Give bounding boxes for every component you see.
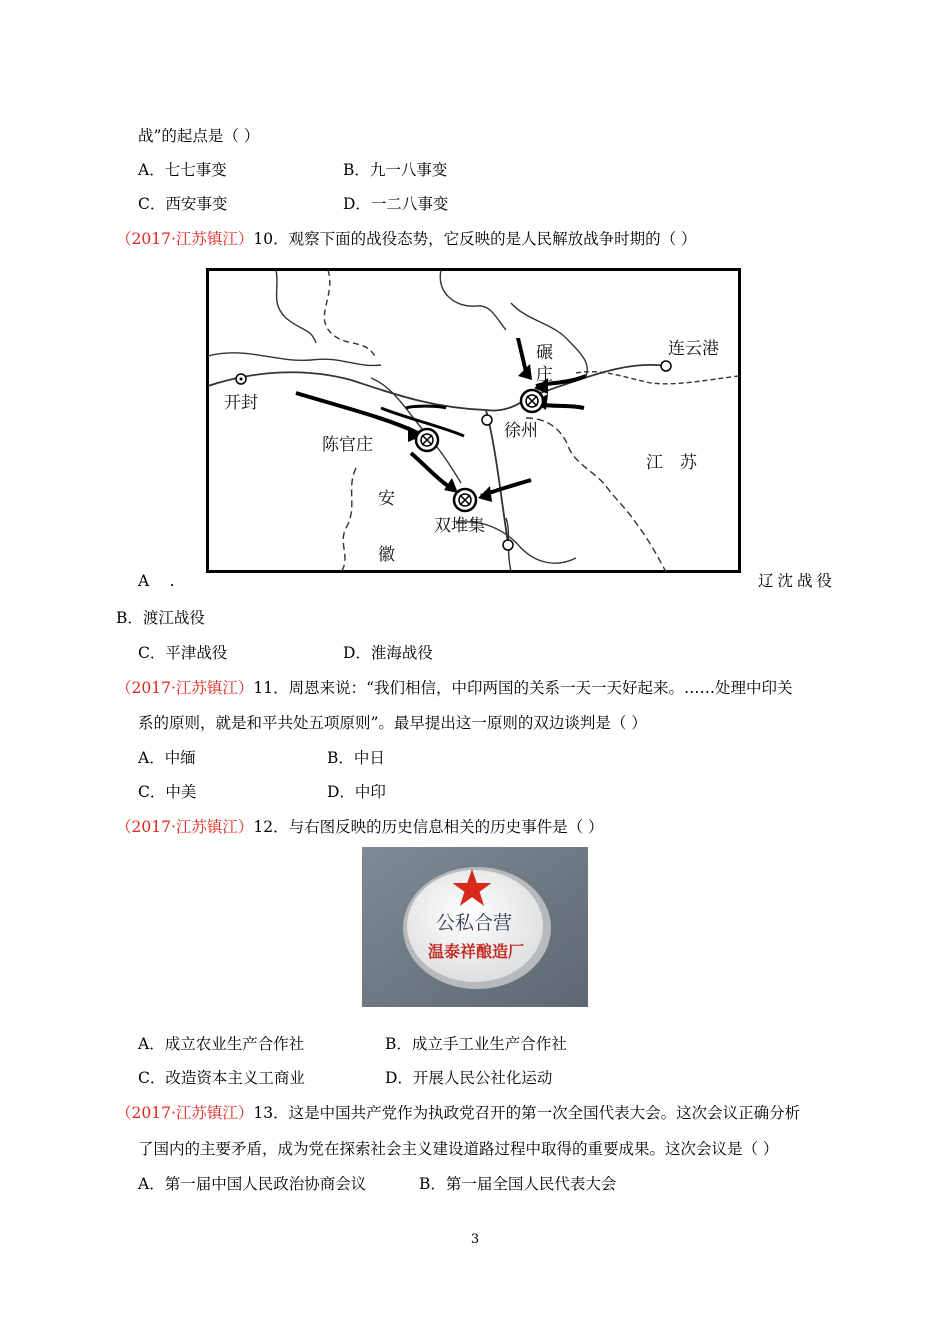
q10-option-c[interactable]: C．平津战役 [138, 644, 228, 662]
q9-option-c[interactable]: C．西安事变 [138, 195, 228, 213]
encirclement-nianzhuang-icon [521, 390, 543, 412]
q12-option-b[interactable]: B．成立手工业生产合作社 [385, 1035, 567, 1053]
q11-text-line2: 系的原则，就是和平共处五项原则”。最早提出这一原则的双边谈判是（ ） [138, 714, 647, 732]
xuzhou-city-icon [482, 415, 492, 425]
q12-option-a[interactable]: A．成立农业生产合作社 [138, 1035, 305, 1053]
label-an: 安 [378, 489, 395, 509]
label-lianyungang: 连云港 [668, 339, 719, 359]
page-number: 3 [470, 1232, 480, 1247]
q11-text-line1: 11．周恩来说：“我们相信，中印两国的关系一天一天好起来。……处理中印关 [253, 679, 793, 697]
joint-venture-badge-photo [362, 847, 588, 1007]
q13-option-a[interactable]: A．第一届中国人民政治协商会议 [138, 1175, 367, 1193]
label-chenguanzhuang: 陈官庄 [322, 435, 373, 455]
q13-stem [116, 1103, 800, 1123]
label-nianzhuang-2: 庄 [536, 365, 553, 385]
lianyungang-city-icon [661, 361, 671, 371]
badge-text-line2: 温泰祥酿造厂 [427, 942, 525, 961]
q13-text-line2: 了国内的主要矛盾，成为党在探索社会主义建设道路过程中取得的重要成果。这次会议是（ ） [138, 1140, 779, 1158]
q10-option-b[interactable]: B．渡江战役 [116, 609, 205, 627]
huaihai-campaign-map [206, 268, 741, 573]
encirclement-chenguanzhuang-icon [416, 429, 438, 451]
q10-source: （2017·江苏镇江） [116, 230, 254, 248]
q13-text-line1: 13．这是中国共产党作为执政党召开的第一次全国代表大会。这次会议正确分析 [253, 1104, 801, 1122]
q11-source: （2017·江苏镇江） [116, 679, 254, 697]
label-shuangduiji: 双堆集 [434, 516, 485, 536]
q12-stem [116, 817, 604, 837]
label-nianzhuang-1: 碾 [536, 343, 553, 363]
q9-option-b[interactable]: B．九一八事变 [343, 161, 448, 179]
label-xuzhou: 徐州 [504, 421, 538, 441]
bengbu-city-icon [503, 540, 513, 550]
q10-option-a-text[interactable]: 辽沈战役 [758, 572, 837, 590]
label-jiangsu: 江 苏 [646, 453, 697, 473]
q9-stem-tail: 战”的起点是（ ） [138, 127, 260, 145]
city-dot-icon [240, 378, 243, 381]
q12-option-c[interactable]: C．改造资本主义工商业 [138, 1069, 305, 1087]
q11-option-b[interactable]: B．中日 [327, 749, 385, 767]
q10-stem [116, 229, 697, 249]
q9-option-d[interactable]: D．一二八事变 [343, 195, 449, 213]
encirclement-shuangduiji-icon [454, 489, 476, 511]
q11-stem [116, 678, 793, 698]
q12-text: 12．与右图反映的历史信息相关的历史事件是（ ） [253, 818, 604, 836]
q13-option-b[interactable]: B．第一届全国人民代表大会 [419, 1175, 617, 1193]
q11-option-c[interactable]: C．中美 [138, 783, 197, 801]
q9-option-a[interactable]: A．七七事变 [138, 161, 227, 179]
q13-source: （2017·江苏镇江） [116, 1104, 254, 1122]
q11-option-a[interactable]: A．中缅 [138, 749, 196, 767]
q10-option-a-letter[interactable]: A . [138, 572, 175, 590]
q12-option-d[interactable]: D．开展人民公社化运动 [385, 1069, 553, 1087]
q12-source: （2017·江苏镇江） [116, 818, 254, 836]
q10-text: 10．观察下面的战役态势，它反映的是人民解放战争时期的（ ） [253, 230, 697, 248]
label-kaifeng: 开封 [224, 393, 258, 413]
q11-option-d[interactable]: D．中印 [327, 783, 386, 801]
label-hui: 徽 [378, 545, 395, 565]
badge-text-line1: 公私合营 [435, 912, 513, 934]
q10-option-d[interactable]: D．淮海战役 [343, 644, 433, 662]
